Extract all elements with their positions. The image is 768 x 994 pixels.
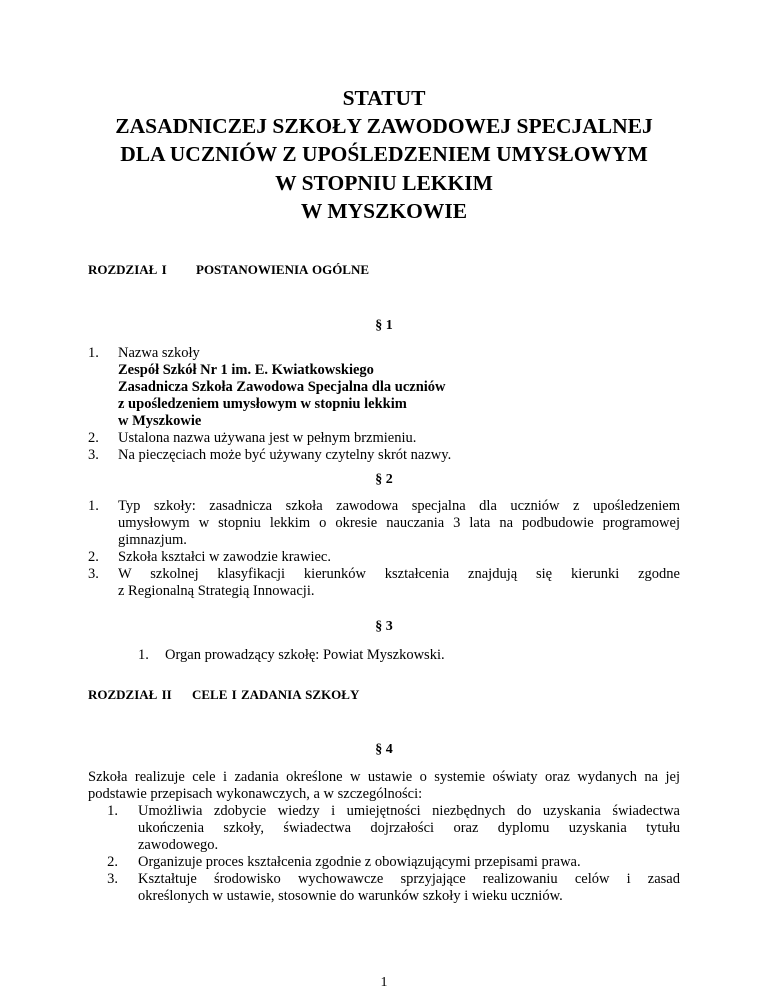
school-name-line: z upośledzeniem umysłowym w stopniu lekkim (118, 396, 407, 412)
section-4-list (88, 803, 680, 905)
list-item (88, 803, 680, 854)
item-text-line: umysłowym w stopniu lekkim o okresie nauczania 3 lata na podbudowie programowej (118, 515, 680, 531)
section-4-intro (88, 769, 680, 803)
title-line: ZASADNICZEJ SZKOŁY ZAWODOWEJ SPECJALNEJ (115, 114, 653, 139)
list-item (88, 566, 680, 600)
item-text: Organizuje proces kształcenia zgodnie z obowiązującymi przepisami prawa. (138, 854, 581, 870)
section-1-list (88, 345, 680, 464)
document-title (60, 84, 708, 225)
item-text-line: W szkolnej klasyfikacji kierunków kształcenia znajdują się kierunki zgodne (118, 566, 680, 582)
item-number: 2. (88, 430, 99, 446)
chapter-number: ROZDZIAŁ II (88, 687, 172, 702)
item-text-line: określonych w ustawie, stosownie do warunków szkoły i wieku uczniów. (138, 888, 563, 904)
item-number: 2. (88, 549, 99, 565)
item-text: Na pieczęciach może być używany czytelny skrót nazwy. (118, 447, 452, 463)
section-3-list (138, 647, 678, 664)
list-item (88, 549, 680, 566)
chapter-1-heading (88, 262, 369, 278)
item-text-line: gimnazjum. (118, 532, 187, 548)
title-line: DLA UCZNIÓW Z UPOŚLEDZENIEM UMYSŁOWYM (120, 142, 648, 167)
item-number: 3. (88, 447, 99, 463)
section-4-heading: § 4 (375, 742, 393, 757)
page-number: 1 (380, 975, 388, 990)
item-text: Nazwa szkoły (118, 345, 200, 361)
school-name-line: w Myszkowie (118, 413, 202, 429)
item-number: 1. (138, 647, 149, 663)
item-text-line: z Regionalną Strategią Innowacji. (118, 583, 315, 599)
list-item (88, 447, 680, 464)
item-number: 3. (107, 871, 118, 887)
item-text-line: Typ szkoły: zasadnicza szkoła zawodowa specjalna dla uczniów z upośledzeniem (118, 498, 680, 514)
section-1-heading: § 1 (375, 318, 393, 333)
item-number: 2. (107, 854, 118, 870)
item-text-line: ukończenia szkoły, świadectwa dojrzałości oraz dyplomu uzyskania tytułu (138, 820, 680, 836)
list-item (138, 647, 678, 664)
title-line: STATUT (342, 86, 426, 110)
chapter-title: POSTANOWIENIA OGÓLNE (196, 262, 370, 277)
school-name-line: Zespół Szkół Nr 1 im. E. Kwiatkowskiego (118, 362, 374, 378)
item-text: Ustalona nazwa używana jest w pełnym brzmieniu. (118, 430, 417, 446)
list-item (88, 498, 680, 549)
intro-line: Szkoła realizuje cele i zadania określone w ustawie o systemie oświaty oraz wydanych na jej (88, 769, 680, 785)
list-item (88, 430, 680, 447)
school-name-line: Zasadnicza Szkoła Zawodowa Specjalna dla uczniów (118, 379, 446, 395)
item-text-line: zawodowego. (138, 837, 219, 853)
item-text-line: Umożliwia zdobycie wiedzy i umiejętności niezbędnych do uzyskania świadectwa (138, 803, 680, 819)
title-line: W STOPNIU LEKKIM (275, 170, 493, 195)
item-number: 1. (88, 498, 99, 514)
item-number: 3. (88, 566, 99, 582)
item-text: Organ prowadzący szkołę: Powiat Myszkowski. (165, 647, 445, 663)
item-text-line: Kształtuje środowisko wychowawcze sprzyjające realizowaniu celów i zasad (138, 871, 680, 887)
list-item (88, 345, 680, 430)
item-number: 1. (88, 345, 99, 361)
title-line: W MYSZKOWIE (300, 198, 468, 223)
intro-line: podstawie przepisach wykonawczych, a w szczególności: (88, 786, 423, 802)
item-text: Szkoła kształci w zawodzie krawiec. (118, 549, 331, 565)
item-number: 1. (107, 803, 118, 819)
section-2-heading: § 2 (375, 472, 393, 487)
list-item (88, 871, 680, 905)
section-2-list (88, 498, 680, 600)
chapter-2-heading (88, 687, 359, 703)
list-item (88, 854, 680, 871)
chapter-title: CELE I ZADANIA SZKOŁY (192, 687, 360, 702)
section-3-heading: § 3 (375, 619, 393, 634)
chapter-number: ROZDZIAŁ I (88, 262, 167, 277)
